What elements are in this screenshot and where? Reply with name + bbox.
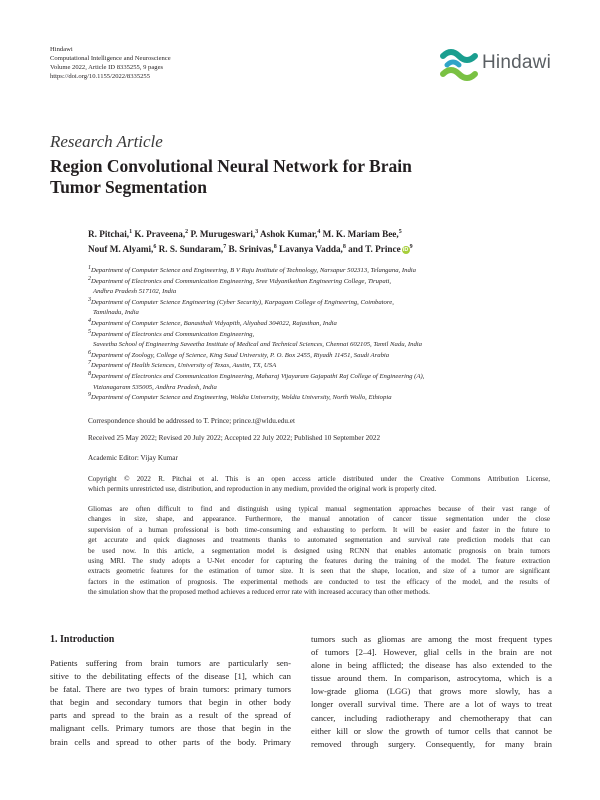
body-line: removed through surgery. Consequently, for many brain xyxy=(311,738,552,749)
affiliation-item xyxy=(88,372,558,383)
body-line: sitive to the debilitating effects of the disease [1], which can xyxy=(50,671,291,682)
orcid-icon[interactable]: iD xyxy=(402,246,409,253)
author-name[interactable]: P. Murugeswari, xyxy=(190,229,256,239)
affiliation-text: Department of Computer Science and Engineering, B V Raju Institute of Technology, Narsapur 502313, Telangana, India xyxy=(91,267,417,274)
abstract-line: changes in size, shape, and appearance. Furthermore, the manual annotation of cancer tissue segmentation under the close xyxy=(88,515,550,524)
abstract-line: supervision of a human professional is both time-consuming and exhausting to perform. It will be easier and faster in the future to xyxy=(88,525,550,534)
body-line: malignant cells. Primary tumors are those that begin in the xyxy=(50,723,291,734)
affiliation-ref: 1 xyxy=(129,228,133,235)
affiliations xyxy=(88,266,558,404)
affiliation-text: Department of Electronics and Communication Engineering, Sree Vidyanikethan Engineering College, Tirupati, xyxy=(91,277,392,285)
affiliation-item xyxy=(88,393,558,404)
abstract-line: using MRI. The study adopts a U-Net encoder for capturing the features during the training of the model. The feature extraction xyxy=(88,557,550,566)
affiliation-continuation: Saveetha School of Engineering Saveetha Institute of Medical and Technical Sciences, Chennai 602105, Tamil Nadu, India xyxy=(93,341,422,349)
affiliation-number: 9 xyxy=(88,391,91,398)
affiliation-item xyxy=(88,266,558,277)
affiliation-text: Department of Health Sciences, University of Texas, Austin, TX, USA xyxy=(91,362,277,370)
body-line: tumors such as gliomas are among the most frequent types xyxy=(311,634,552,644)
abstract-line: be used now. In this article, a segmentation model is designed using RCNN that enables automatic prognosis on brain tumors xyxy=(88,546,550,555)
author-line xyxy=(88,227,558,242)
author-name[interactable]: R. Pitchai, xyxy=(88,229,130,239)
affiliation-text: Department of Electronics and Communication Engineering, xyxy=(91,330,255,338)
affiliation-text: Department of Electronics and Communication Engineering, Maharaj Vijayaram Gajapathi Raj College of Engineering (A), xyxy=(91,372,425,380)
affiliation-ref: 4 xyxy=(317,228,321,235)
affiliation-ref: 7 xyxy=(223,243,227,250)
copyright-notice xyxy=(88,474,550,495)
affiliation-text: Department of Computer Science, Banasthali Vidyapith, Aliyabad 304022, Rajasthan, India xyxy=(91,319,337,327)
affiliation-item xyxy=(88,298,558,309)
section-heading-introduction: 1. Introduction xyxy=(50,634,115,645)
affiliation-number: 6 xyxy=(88,349,91,356)
intro-left-column xyxy=(50,657,291,749)
article-title xyxy=(50,156,470,197)
body-line: low-grade glioma (LGG) that grows more slowly, has a xyxy=(311,686,552,697)
hindawi-logo[interactable] xyxy=(437,46,557,84)
publisher-name: Hindawi xyxy=(50,46,73,53)
title-line: Tumor Segmentation xyxy=(50,176,208,197)
author-list xyxy=(88,227,558,257)
affiliation-number: 5 xyxy=(88,328,91,335)
article-type: Research Article xyxy=(50,132,163,151)
affiliation-item xyxy=(88,361,558,372)
affiliation-number: 4 xyxy=(88,317,91,324)
affiliation-text: Department of Computer Science Engineering (Cyber Security), Karpagam College of Engineering, Coimbatore, xyxy=(91,298,394,306)
body-line: alone in being afflicted; the disease has also extended to the xyxy=(311,660,552,671)
body-line: longer overall survival time. There are a lot of ways to treat xyxy=(311,699,552,710)
hindawi-logo-text: Hindawi xyxy=(482,52,551,73)
author-name[interactable]: and T. Prince xyxy=(348,244,401,254)
affiliation-ref: 5 xyxy=(398,228,402,235)
affiliation-number: 7 xyxy=(88,360,91,367)
doi-link[interactable]: https://doi.org/10.1155/2022/8335255 xyxy=(50,72,151,80)
volume-info: Volume 2022, Article ID 8335255, 9 pages xyxy=(50,63,164,71)
author-name[interactable]: B. Srinivas, xyxy=(228,244,274,254)
affiliation-number: 2 xyxy=(88,275,91,282)
body-line: brain cells and spread to other parts of the body. Primary xyxy=(50,736,291,747)
affiliation-text: Department of Zoology, College of Science, King Saud University, P. O. Box 2455, Riyadh 11451, Saudi Arabia xyxy=(91,351,390,359)
affiliation-ref: 2 xyxy=(185,228,189,235)
body-line: parts and spread to the brain as a result of the spread of xyxy=(50,710,291,721)
affiliation-ref: 8 xyxy=(273,243,277,250)
abstract-line: Gliomas are often difficult to find and distinguish using typical manual segmentation approaches because of their vast range of xyxy=(88,505,550,513)
affiliation-ref: 9 xyxy=(409,243,413,250)
author-name[interactable]: K. Praveena, xyxy=(134,229,186,239)
affiliation-text: Department of Computer Science and Engineering, Woldia University, Woldia University, North Wollo, Ethiopia xyxy=(91,394,392,402)
author-name[interactable]: Lavanya Vadda, xyxy=(279,244,343,254)
affiliation-ref: 3 xyxy=(255,228,259,235)
abstract-line: get accurate and quick diagnoses and treatments thanks to automated segmentation and survival rate prediction models that can xyxy=(88,536,550,545)
affiliation-continuation: Vizianagaram 535005, Andhra Pradesh, India xyxy=(93,383,217,391)
author-name[interactable]: Ashok Kumar, xyxy=(260,229,318,239)
author-name[interactable]: Nouf M. Alyami, xyxy=(88,244,154,254)
body-line: either kill or slow the growth of tumor cells that cannot be xyxy=(311,725,552,736)
affiliation-ref: 6 xyxy=(153,243,157,250)
affiliation-item xyxy=(88,319,558,330)
intro-right-column xyxy=(311,633,552,751)
publication-dates: Received 25 May 2022; Revised 20 July 2022; Accepted 22 July 2022; Published 10 September 2022 xyxy=(88,434,381,442)
academic-editor: Academic Editor: Vijay Kumar xyxy=(88,454,178,462)
affiliation-item xyxy=(88,351,558,362)
body-line: of tumors [2–4]. However, glial cells in the brain are not xyxy=(311,647,552,658)
title-line: Region Convolutional Neural Network for Brain xyxy=(50,156,412,176)
abstract-line: the simulation show that the proposed method achieves a reduced error rate with increased accuracy than other methods. xyxy=(88,588,430,597)
affiliation-number: 1 xyxy=(88,264,91,271)
journal-name: Computational Intelligence and Neuroscience xyxy=(50,54,171,62)
correspondence: Correspondence should be addressed to T. Prince; prince.t@wldu.edu.et xyxy=(88,417,295,425)
affiliation-continuation: Tamilnadu, India xyxy=(93,309,139,317)
author-name[interactable]: M. K. Mariam Bee, xyxy=(322,229,399,239)
affiliation-number: 8 xyxy=(88,370,91,377)
hindawi-logo-icon xyxy=(437,46,481,84)
affiliation-number: 3 xyxy=(88,296,91,303)
affiliation-ref: 8 xyxy=(342,243,346,250)
abstract-line: extracts geometric features for the estimation of tumor size. It is seen that the shape, location, and size of a tumor are significant xyxy=(88,567,550,576)
body-line: cancer, including radiotherapy and chemotherapy that can xyxy=(311,712,552,723)
author-line xyxy=(88,242,558,257)
body-line: Patients suffering from brain tumors are particularly sen- xyxy=(50,658,291,668)
copyright-line: Copyright © 2022 R. Pitchai et al. This is an open access article distributed under the Creative Commons Attribution License, xyxy=(88,475,550,483)
author-name[interactable]: R. S. Sundaram, xyxy=(158,244,224,254)
abstract xyxy=(88,504,550,598)
body-line: that begin and secondary tumors that begin in other body xyxy=(50,697,291,708)
affiliation-continuation: Andhra Pradesh 517102, India xyxy=(93,288,177,296)
body-line: tissue around them. In comparison, astrocytoma, which is a xyxy=(311,673,552,684)
abstract-line: factors in the estimation of prognosis. The experimental methods are conducted to test the efficacy of the model, and the results of xyxy=(88,577,550,586)
journal-header xyxy=(50,46,310,82)
body-line: be fatal. There are two types of brain tumors: primary tumors xyxy=(50,684,291,695)
affiliation-item xyxy=(88,330,558,341)
affiliation-item xyxy=(88,277,558,288)
copyright-line: which permits unrestricted use, distribution, and reproduction in any medium, provided the original work is properly cited. xyxy=(88,485,437,494)
